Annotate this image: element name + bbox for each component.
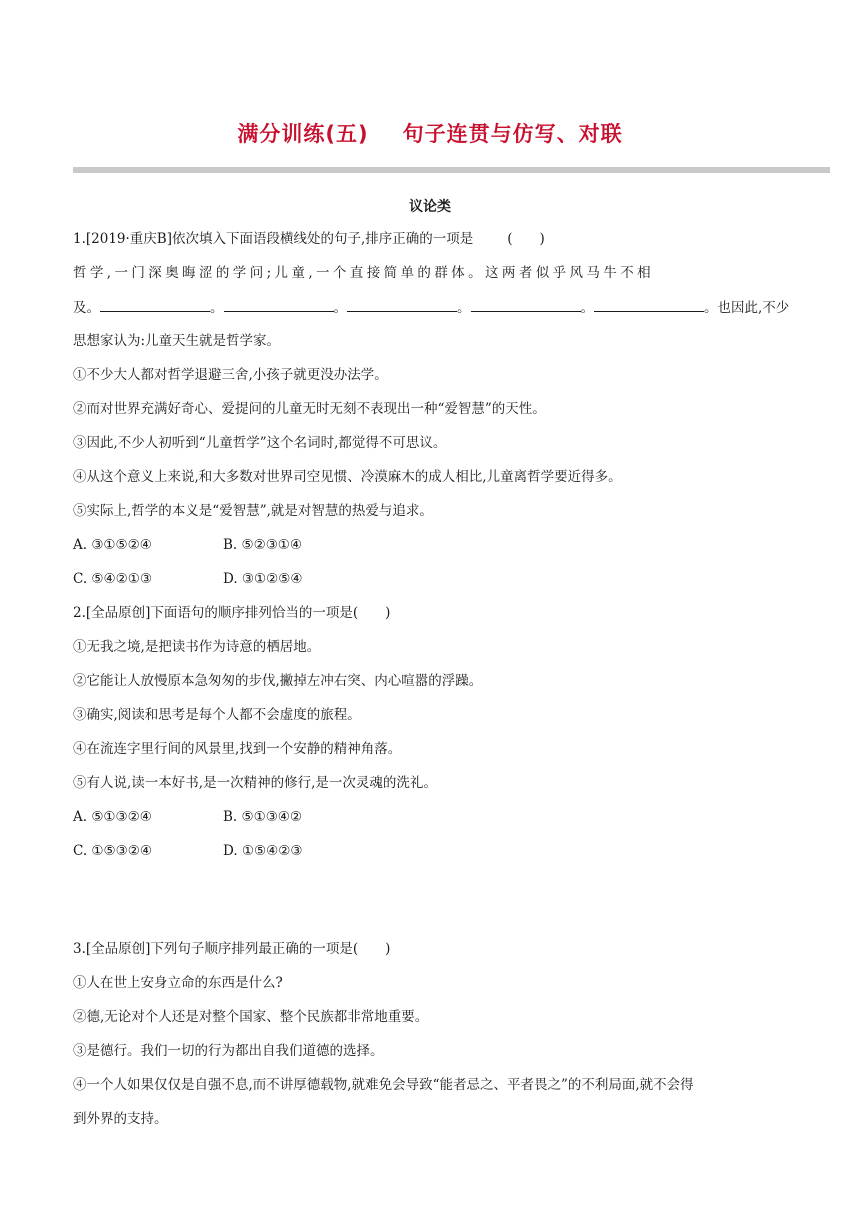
q2-option-a[interactable]: A. ⑤①③②④ <box>73 809 152 825</box>
q1-option-a[interactable]: A. ③①⑤②④ <box>73 537 152 553</box>
fill-blank[interactable] <box>594 297 704 312</box>
q1-option-b[interactable]: B. ⑤②③①④ <box>223 537 303 553</box>
q1-item: ④从这个意义上来说,和大多数对世界司空见惯、冷漠麻木的成人相比,儿童离哲学要近得多。 <box>73 469 622 485</box>
q2-options-row <box>73 807 373 827</box>
q1-option-d[interactable]: D. ③①②⑤④ <box>223 571 303 587</box>
q1-item: ①不少大人都对哲学退避三舍,小孩子就更没办法学。 <box>73 367 388 383</box>
q1-stem: 1.[2019·重庆B]依次填入下面语段横线处的句子,排序正确的一项是 ( ) <box>73 231 545 247</box>
q3-item: ①人在世上安身立命的东西是什么? <box>73 975 283 991</box>
fill-blank[interactable] <box>224 297 334 312</box>
q1-passage-line: 哲学,一门深奥晦涩的学问;儿童,一个直接简单的群体。这两者似乎风马牛不相 <box>73 265 655 281</box>
q3-stem: 3.[全品原创]下列句子顺序排列最正确的一项是( ) <box>73 941 391 957</box>
q3-item: ③是德行。我们一切的行为都出自我们道德的选择。 <box>73 1043 384 1059</box>
q1-item: ③因此,不少人初听到“儿童哲学”这个名词时,都觉得不可思议。 <box>73 435 447 451</box>
q2-option-d[interactable]: D. ①⑤④②③ <box>223 843 303 859</box>
fill-blank[interactable] <box>100 297 210 312</box>
title-divider <box>73 167 830 173</box>
q1-passage-line: 及。 。 。 。 。 。也因此,不少 <box>73 297 789 318</box>
q1-answer-paren: ( ) <box>507 231 545 247</box>
page-title <box>0 118 860 148</box>
q1-option-c[interactable]: C. ⑤④②①③ <box>73 571 152 587</box>
q1-options-row <box>73 535 373 555</box>
fill-blank[interactable] <box>347 297 457 312</box>
section-heading: 议论类 <box>409 199 451 215</box>
title-sub: 句子连贯与仿写、对联 <box>402 122 623 146</box>
q3-item: ②德,无论对个人还是对整个国家、整个民族都非常地重要。 <box>73 1009 429 1025</box>
q2-option-c[interactable]: C. ①⑤③②④ <box>73 843 152 859</box>
q3-item: 到外界的支持。 <box>73 1111 168 1127</box>
q1-options-row <box>73 569 373 589</box>
fill-blank[interactable] <box>471 297 581 312</box>
q2-item: ②它能让人放慢原本急匆匆的步伐,撇掉左冲右突、内心喧嚣的浮躁。 <box>73 673 483 689</box>
q1-passage-line: 思想家认为:儿童天生就是哲学家。 <box>73 333 281 349</box>
q3-item: ④一个人如果仅仅是自强不息,而不讲厚德载物,就难免会导致“能者忌之、平者畏之”的不利局面,就不会得 <box>73 1077 694 1093</box>
title-main: 满分训练(五) <box>237 122 369 146</box>
q2-item: ③确实,阅读和思考是每个人都不会虚度的旅程。 <box>73 707 361 723</box>
q2-item: ④在流连字里行间的风景里,找到一个安静的精神角落。 <box>73 741 402 757</box>
q2-item: ①无我之境,是把读书作为诗意的栖居地。 <box>73 639 321 655</box>
q1-item: ②而对世界充满好奇心、爱提问的儿童无时无刻不表现出一种“爱智慧”的天性。 <box>73 401 546 417</box>
q2-stem: 2.[全品原创]下面语句的顺序排列恰当的一项是( ) <box>73 605 391 621</box>
q2-options-row <box>73 841 373 861</box>
q2-item: ⑤有人说,读一本好书,是一次精神的修行,是一次灵魂的洗礼。 <box>73 775 437 791</box>
q2-option-b[interactable]: B. ⑤①③④② <box>223 809 303 825</box>
q1-item: ⑤实际上,哲学的本义是“爱智慧”,就是对智慧的热爱与追求。 <box>73 503 433 519</box>
